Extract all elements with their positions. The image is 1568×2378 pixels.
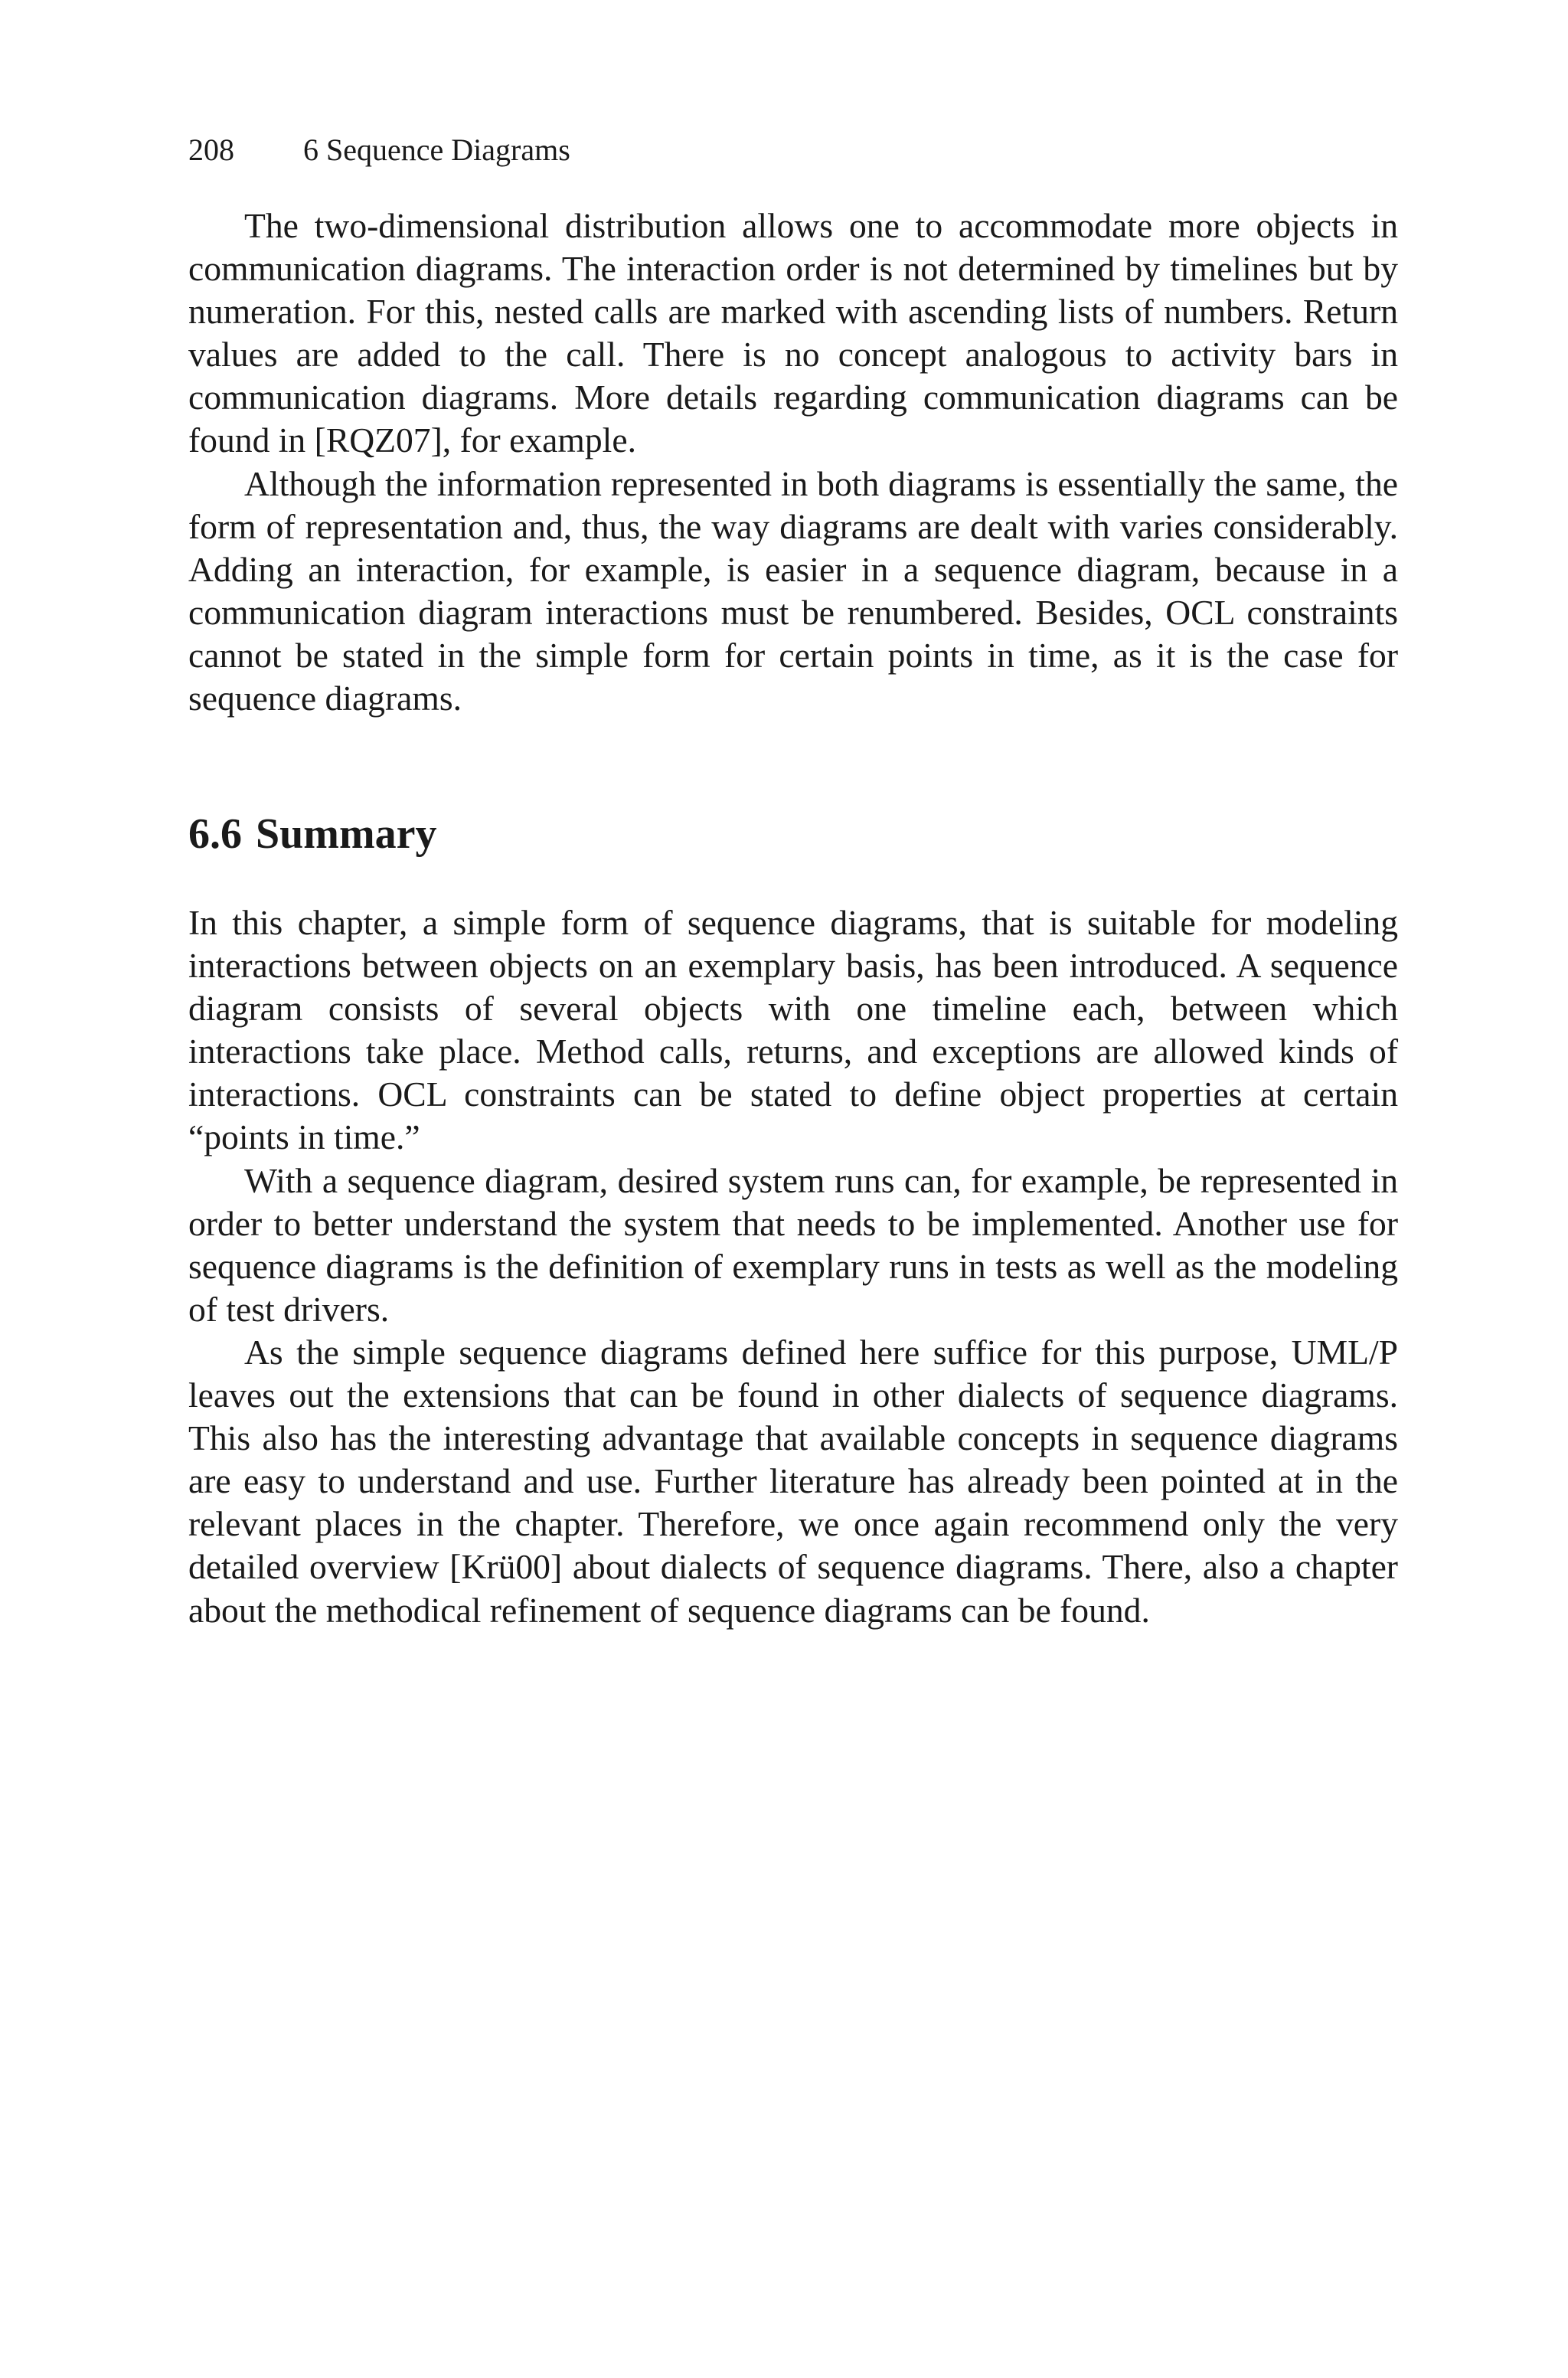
paragraph-communication-diagrams: The two-dimensional distribution allows one to accommodate more objects in communication diagrams. The interaction order is not determined by timelines but by numeration. For this, nested calls are marked with ascending lists of numbers. Return values are added to the call. There is no concept analogous to activity bars in communication diagrams. More details regarding communication diagrams can be found in [RQZ07], for example. [188, 206, 1398, 460]
section-title: Summary [256, 810, 437, 858]
paragraph-representation-comparison: Although the information represented in both diagrams is essentially the same, the form of representation and, thus, the way diagrams are dealt with varies considerably. Adding an interaction, for example, is easier in a sequence diagram, because in a communication diagram interactions must be renumbered. Besides, OCL constraints cannot be stated in the simple form for certain points in time, as it is the case for sequence diagrams. [188, 463, 1398, 718]
chapter-title: 6 Sequence Diagrams [303, 132, 570, 167]
section-heading [188, 807, 436, 861]
intro-text-block [188, 204, 1398, 720]
section-number: 6.6 [188, 810, 242, 858]
paragraph-summary-uses: With a sequence diagram, desired system runs can, for example, be represented in order to better understand the system that needs to be implemented. Another use for sequence diagrams is the definition of exemplary runs in tests as well as the modeling of test drivers. [188, 1160, 1398, 1329]
paragraph-summary-uml-p: As the simple sequence diagrams defined here suffice for this purpose, UML/P leaves out the extensions that can be found in other dialects of sequence diagrams. This also has the interesting advantage that available concepts in sequence diagrams are easy to understand and use. Further literature has already been pointed at in the relevant places in the chapter. Therefore, we once again recommend only the very detailed overview [Krü00] about dialects of sequence diagrams. There, also a chapter about the methodical refinement of sequence diagrams can be found. [188, 1332, 1398, 1630]
running-header [188, 129, 570, 172]
summary-text-block [188, 901, 1398, 1632]
page-number: 208 [188, 132, 234, 167]
paragraph-summary-intro: In this chapter, a simple form of sequence diagrams, that is suitable for modeling interactions between objects on an exemplary basis, has been introduced. A sequence diagram consists of several objects with one timeline each, between which interactions take place. Method calls, returns, and exceptions are allowed kinds of interactions. OCL constraints can be stated to define object properties at certain “points in time.” [188, 903, 1398, 1157]
